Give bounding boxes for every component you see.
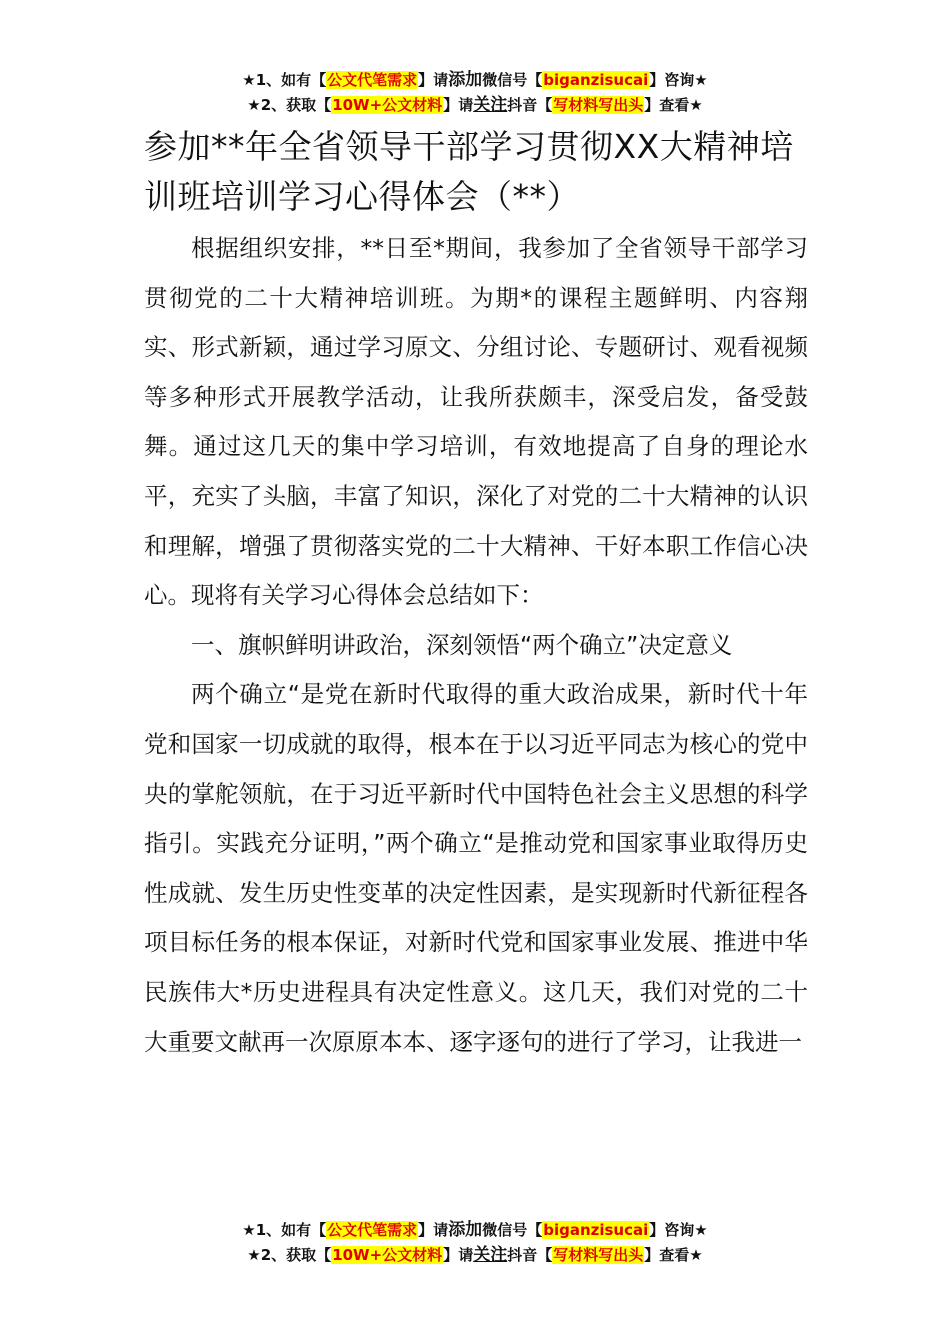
section-heading: 一、旗帜鲜明讲政治，深刻领悟“两个确立”决定意义 bbox=[191, 630, 733, 659]
banner-text: 抖音【 bbox=[507, 96, 553, 114]
highlight-douyin: 写材料写出头 bbox=[553, 96, 644, 114]
star-icon: ★ bbox=[242, 1221, 256, 1239]
document-title: 参加**年全省领导干部学习贯彻XX大精神培训班培训学习心得体会（**） bbox=[144, 127, 794, 216]
banner-line-1 bbox=[0, 1218, 950, 1243]
banner-text: 1、如有【 bbox=[255, 1221, 327, 1239]
banner-text: 微信号【 bbox=[482, 71, 543, 89]
highlight-wechat-id: biganzisucai bbox=[543, 71, 649, 89]
star-icon: ★ bbox=[247, 96, 261, 114]
highlight-douyin: 写材料写出头 bbox=[553, 1246, 644, 1264]
banner-text: 】请 bbox=[418, 71, 449, 89]
banner-text: 】请 bbox=[443, 1246, 474, 1264]
banner-emphasis: 关注 bbox=[473, 1245, 508, 1265]
star-icon: ★ bbox=[242, 71, 256, 89]
document-body bbox=[144, 224, 808, 1067]
highlight-materials: 10W+公文材料 bbox=[332, 96, 443, 114]
star-icon: ★ bbox=[247, 1246, 261, 1264]
banner-text: 】请 bbox=[418, 1221, 449, 1239]
highlight-materials: 10W+公文材料 bbox=[332, 1246, 443, 1264]
header-banner bbox=[0, 68, 950, 118]
banner-text: 】查看★ bbox=[644, 1246, 703, 1264]
banner-line-2 bbox=[0, 93, 950, 118]
paragraph: 根据组织安排，**日至*期间，我参加了全省领导干部学习贯彻党的二十大精神培训班。为期*的课程主题鲜明、内容翔实、形式新颖，通过学习原文、分组讨论、专题研讨、观看视频等多种形式开展教学活动，让我所获颇丰，深受启发，备受鼓舞。通过这几天的集中学习培训，有效地提高了自身的理论水平，充实了头脑，丰富了知识，深化了对党的二十大精神的认识和理解，增强了贯彻落实党的二十大精神、干好本职工作信心决心。现将有关学习心得体会总结如下： bbox=[144, 234, 808, 610]
banner-text: 】请 bbox=[443, 96, 474, 114]
paragraph: 两个确立“是党在新时代取得的重大政治成果，新时代十年党和国家一切成就的取得，根本在于以习近平同志为核心的党中央的掌舵领航，在于习近平新时代中国特色社会主义思想的科学指引。实践充分证明，”两个确立“是推动党和国家事业取得历史性成就、发生历史性变革的决定性因素，是实现新时代新征程各项目标任务的根本保证，对新时代党和国家事业发展、推进中华民族伟大*历史进程具有决定性意义。这几天，我们对党的二十大重要文献再一次原原本本、逐字逐句的进行了学习，让我进一 bbox=[144, 680, 808, 1056]
banner-text: 微信号【 bbox=[482, 1221, 543, 1239]
banner-text: 】查看★ bbox=[644, 96, 703, 114]
banner-text: 2、获取【 bbox=[260, 1246, 332, 1264]
banner-line-1 bbox=[0, 68, 950, 93]
banner-text: 】咨询★ bbox=[649, 71, 708, 89]
banner-text: 】咨询★ bbox=[649, 1221, 708, 1239]
footer-banner bbox=[0, 1218, 950, 1268]
banner-emphasis: 添加 bbox=[448, 70, 483, 90]
banner-text: 1、如有【 bbox=[255, 71, 327, 89]
banner-emphasis: 添加 bbox=[448, 1220, 483, 1240]
banner-text: 2、获取【 bbox=[260, 96, 332, 114]
highlight-service: 公文代笔需求 bbox=[327, 71, 418, 89]
banner-line-2 bbox=[0, 1243, 950, 1268]
banner-emphasis: 关注 bbox=[473, 95, 508, 115]
highlight-service: 公文代笔需求 bbox=[327, 1221, 418, 1239]
highlight-wechat-id: biganzisucai bbox=[543, 1221, 649, 1239]
banner-text: 抖音【 bbox=[507, 1246, 553, 1264]
